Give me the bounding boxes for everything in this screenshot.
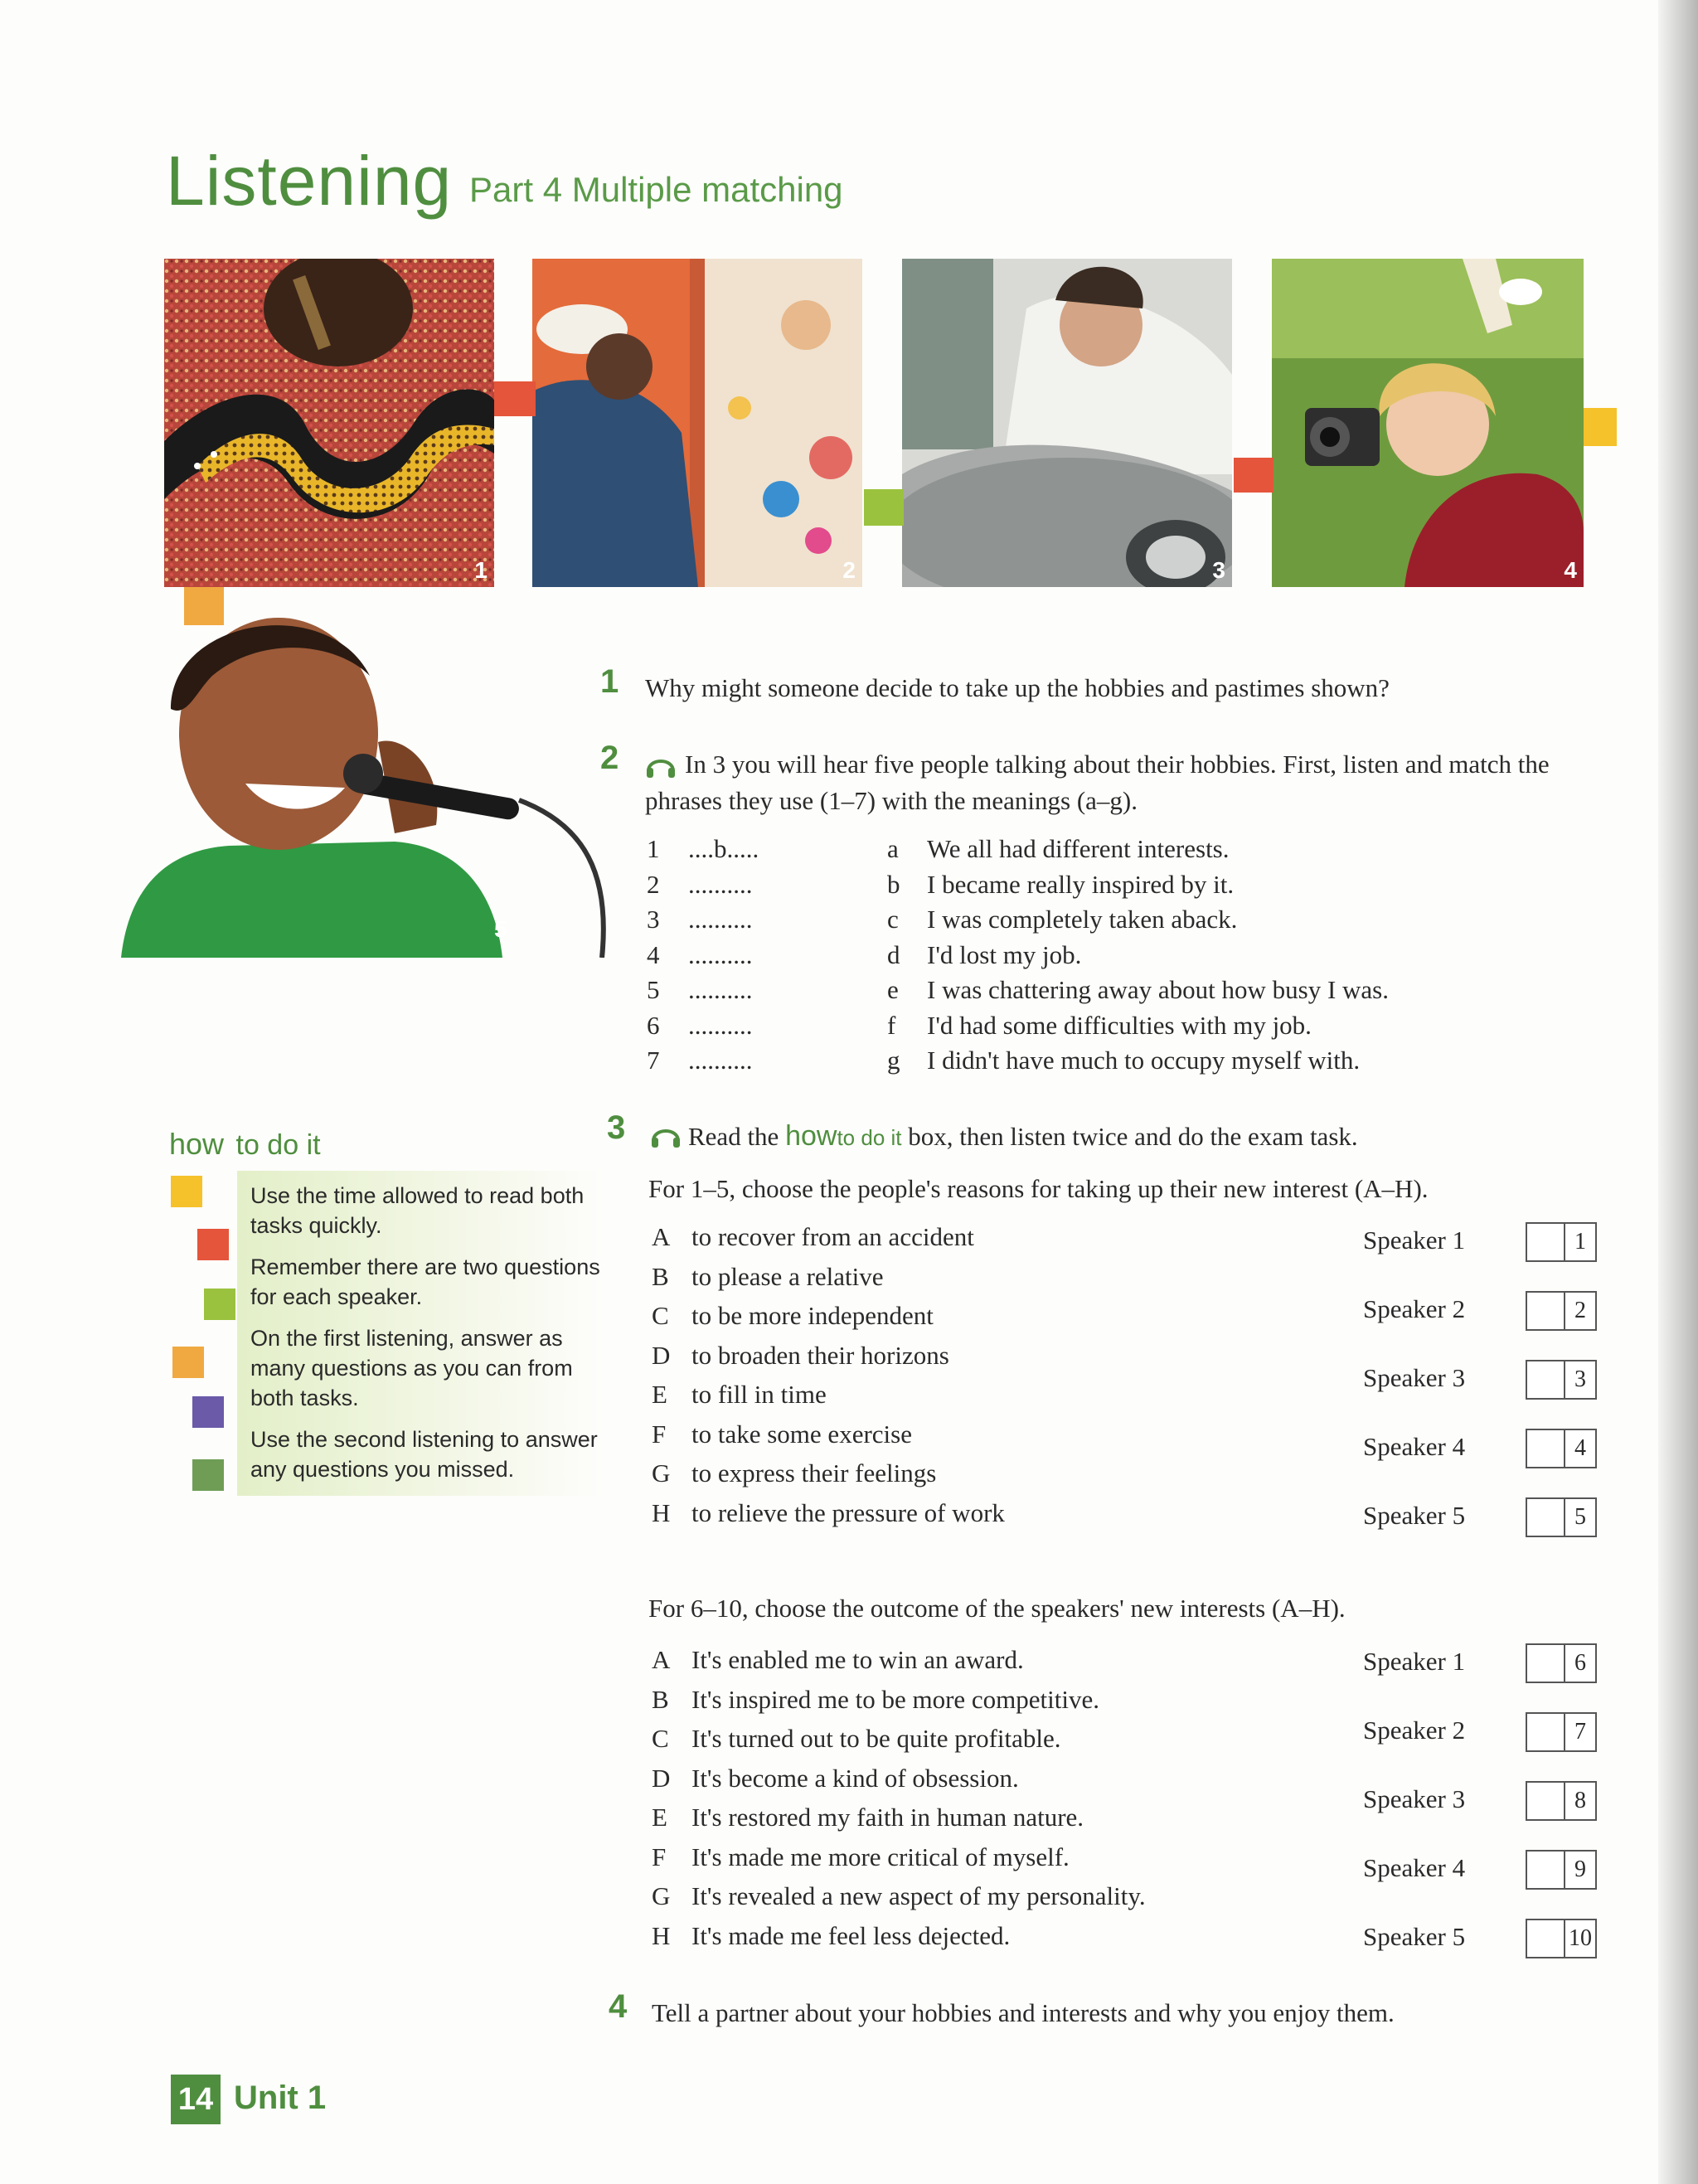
question-number: 3 [607,1109,626,1146]
meaning-text: I was chattering away about how busy I was. [927,975,1389,1004]
meaning-letter: g [887,1046,900,1075]
meaning-text: I'd lost my job. [927,939,1082,969]
page-subtitle: Part 4 Multiple matching [469,170,843,209]
connector-tab-red [494,381,536,416]
page-edge-shadow [1658,0,1698,2184]
option-row [652,1684,1099,1715]
option-letter: B [652,1684,669,1714]
answer-box-number: 3 [1564,1361,1595,1398]
meaning-row [887,834,1230,864]
option-letter: D [652,1763,671,1793]
option-letter: H [652,1920,671,1950]
meaning-letter: b [887,869,900,899]
option-text: to be more independent [691,1301,934,1330]
meaning-letter: f [887,1010,896,1040]
option-row [652,1380,827,1410]
photo-number: 4 [1564,557,1577,583]
option-letter: D [652,1340,671,1370]
option-row [652,1301,934,1331]
meaning-letter: a [887,834,899,863]
meaning-text: We all had different interests. [927,834,1230,863]
option-text: to recover from an accident [691,1222,974,1251]
answer-box[interactable] [1526,1850,1597,1890]
howto-tip: Use the time allowed to read both tasks quickly. [250,1183,585,1238]
option-letter: A [652,1645,671,1674]
option-letter: G [652,1881,671,1910]
question-number: 4 [609,1988,628,2025]
meaning-row [887,905,1238,934]
option-letter: E [652,1803,667,1832]
answer-blank[interactable]: ....b..... [688,834,759,863]
meaning-row [887,975,1389,1005]
answer-box[interactable] [1526,1360,1597,1400]
phrase-number: 2 [647,869,660,899]
phrase-row [647,939,753,970]
speaker-label: Speaker 4 [1363,1432,1466,1461]
howto-tip: On the first listening, answer as many questions as you can from both tasks. [250,1326,573,1410]
answer-box-number: 2 [1564,1293,1595,1329]
speaker-label: Speaker 3 [1363,1363,1466,1392]
option-row [652,1458,937,1488]
option-letter: H [652,1497,671,1527]
option-row [652,1419,912,1449]
phrase-number: 3 [647,905,660,934]
photo-number: 2 [842,557,856,583]
option-text: It's restored my faith in human nature. [691,1803,1084,1832]
photo-number: 3 [1212,557,1225,583]
meaning-letter: d [887,939,900,969]
unit-label: Unit 1 [234,2080,327,2116]
meaning-row [887,869,1235,900]
answer-box[interactable] [1526,1497,1597,1537]
howto-tip: Use the second listening to answer any questions you missed. [250,1427,598,1482]
option-row [652,1763,1019,1793]
connector-tab-yellow [1584,408,1617,446]
answer-box-number: 10 [1564,1920,1595,1957]
question-2-text: In 3 you will hear five people talking about their hobbies. First, listen and match the phrases they use (1–7) with the meanings (a–g). [645,750,1550,815]
photo-number: 5 [494,916,507,942]
option-row [652,1261,884,1292]
tip-marker-green [192,1459,224,1491]
part1-instructions: For 1–5, choose the people's reasons for taking up their new interest (A–H). [648,1174,1429,1203]
answer-blank[interactable]: .......... [688,869,753,899]
speaker-label: Speaker 2 [1363,1294,1466,1323]
option-letter: G [652,1458,671,1488]
answer-box-number: 1 [1564,1224,1595,1260]
meaning-letter: e [887,975,899,1004]
answer-blank[interactable]: .......... [688,1046,753,1075]
option-text: to express their feelings [691,1458,937,1488]
question-3-text: Read the howto do it box, then listen twice and do the exam task. [688,1120,1358,1152]
option-text: to broaden their horizons [691,1340,949,1370]
tip-marker-orange [172,1347,204,1378]
option-row [652,1497,1005,1528]
answer-box-number: 4 [1564,1430,1595,1467]
option-letter: C [652,1724,669,1753]
meaning-row [887,1046,1361,1075]
option-row [652,1340,949,1371]
headphones-icon [645,750,677,784]
speaker-label: Speaker 5 [1363,1922,1466,1951]
phrase-row [647,1010,753,1041]
photo-number: 1 [474,557,488,583]
option-text: It's made me feel less dejected. [691,1920,1011,1950]
meaning-text: I'd had some difficulties with my job. [927,1010,1312,1040]
option-letter: C [652,1301,669,1330]
option-row [652,1803,1084,1832]
answer-blank[interactable]: .......... [688,1010,753,1040]
answer-box-number: 5 [1564,1499,1595,1536]
answer-box[interactable] [1526,1781,1597,1821]
page-number: 14 [171,2075,221,2124]
phrase-row [647,834,759,864]
tip-marker-lime [204,1289,235,1320]
phrase-row [647,905,753,934]
answer-box-number: 6 [1564,1645,1595,1682]
option-row [652,1920,1011,1951]
phrase-number: 1 [647,834,660,863]
tip-marker-purple [192,1396,224,1428]
howto-title: how to do it [169,1127,321,1161]
answer-box[interactable] [1526,1429,1597,1468]
photo-camera-woman [1272,259,1584,587]
answer-box[interactable] [1526,1712,1597,1752]
tip-marker-yellow [171,1176,202,1207]
answer-blank[interactable]: .......... [688,905,753,934]
answer-box[interactable] [1526,1643,1597,1683]
meaning-text: I became really inspired by it. [927,869,1235,899]
option-row [652,1645,1024,1675]
photo-painter [532,259,862,587]
photo-steel-drum [902,259,1232,587]
photo-dot-painting [164,259,494,587]
question-1-text: Why might someone decide to take up the hobbies and pastimes shown? [645,673,1390,702]
meaning-row [887,1010,1312,1041]
part2-instructions: For 6–10, choose the outcome of the speakers' new interests (A–H). [648,1594,1346,1623]
answer-blank[interactable]: .......... [688,975,753,1004]
option-letter: B [652,1261,669,1291]
phrase-row [647,975,753,1005]
speaker-label: Speaker 2 [1363,1716,1466,1745]
phrase-number: 4 [647,939,660,969]
option-letter: A [652,1222,671,1251]
question-number: 2 [600,740,619,776]
phrase-row [647,1046,753,1075]
answer-box[interactable] [1526,1291,1597,1331]
meaning-row [887,939,1082,970]
option-row [652,1222,974,1252]
speaker-label: Speaker 5 [1363,1501,1466,1530]
phrase-number: 7 [647,1046,660,1075]
option-text: to fill in time [691,1380,827,1409]
tip-marker-red [197,1229,229,1260]
option-row [652,1881,1146,1911]
answer-box[interactable] [1526,1919,1597,1958]
option-letter: F [652,1842,667,1871]
headphones-icon [650,1119,682,1153]
option-letter: E [652,1380,667,1409]
question-4-text: Tell a partner about your hobbies and interests and why you enjoy them. [652,1998,1395,2027]
howto-tip: Remember there are two questions for each speaker. [250,1255,600,1309]
connector-tab-red [1234,458,1274,493]
page-title: Listening [166,142,453,220]
answer-box[interactable] [1526,1222,1597,1262]
answer-blank[interactable]: .......... [688,939,753,969]
photo-singer [121,609,619,958]
option-row [652,1842,1070,1872]
connector-tab-lime [864,489,904,526]
speaker-label: Speaker 3 [1363,1784,1466,1813]
option-text: It's revealed a new aspect of my personality. [691,1881,1146,1910]
phrase-number: 5 [647,975,660,1004]
answer-box-number: 8 [1564,1783,1595,1819]
option-text: to please a relative [691,1261,884,1291]
option-letter: F [652,1419,667,1449]
option-text: to relieve the pressure of work [691,1497,1005,1527]
option-text: to take some exercise [691,1419,912,1449]
phrase-number: 6 [647,1010,660,1040]
option-text: It's inspired me to be more competitive. [691,1684,1099,1714]
option-text: It's made me more critical of myself. [691,1842,1070,1871]
option-text: It's enabled me to win an award. [691,1645,1024,1674]
meaning-text: I was completely taken aback. [927,905,1238,934]
meaning-letter: c [887,905,899,934]
answer-box-number: 7 [1564,1714,1595,1750]
option-text: It's turned out to be quite profitable. [691,1724,1061,1753]
option-text: It's become a kind of obsession. [691,1763,1019,1793]
question-number: 1 [600,663,619,700]
speaker-label: Speaker 1 [1363,1225,1466,1255]
speaker-label: Speaker 1 [1363,1647,1466,1676]
option-row [652,1724,1061,1754]
meaning-text: I didn't have much to occupy myself with. [927,1046,1361,1075]
answer-box-number: 9 [1564,1852,1595,1888]
phrase-row [647,869,753,900]
speaker-label: Speaker 4 [1363,1853,1466,1882]
